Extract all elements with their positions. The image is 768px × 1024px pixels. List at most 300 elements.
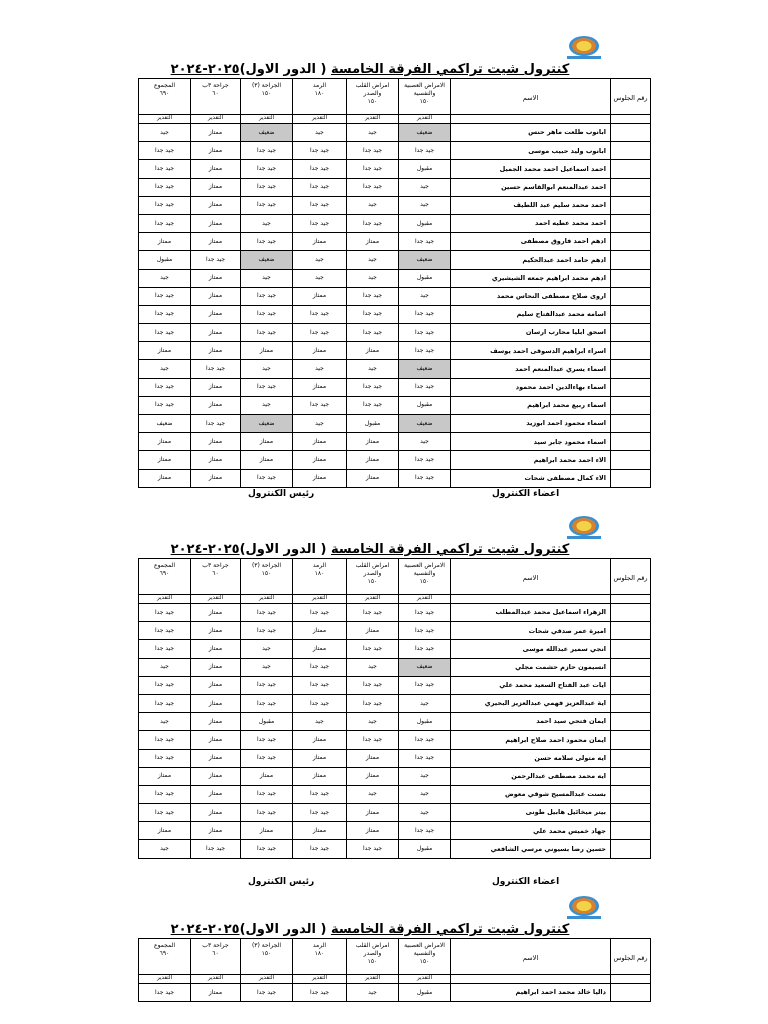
table-row xyxy=(139,360,651,378)
table-row xyxy=(139,233,651,251)
grade-cell: ضعيف xyxy=(139,415,191,433)
grade-cell: جيد جدا xyxy=(241,840,293,858)
grade-cell: جيد xyxy=(347,713,399,731)
grade-cell: ممتاز xyxy=(139,433,191,451)
grade-cell: جيد جدا xyxy=(293,142,347,160)
grade-cell: ممتاز xyxy=(293,640,347,658)
grade-cell: ممتاز xyxy=(293,731,347,749)
grade-cell: ممتاز xyxy=(191,378,241,396)
grade-label: التقدير xyxy=(399,975,451,984)
grade-cell: جيد جدا xyxy=(293,196,347,214)
grade-label: التقدير xyxy=(139,115,191,124)
grade-label: التقدير xyxy=(191,115,241,124)
grade-cell: جيد جدا xyxy=(241,305,293,323)
column-header-ophth: الرمد ١٨٠ xyxy=(293,939,347,975)
seat-number-cell xyxy=(611,396,651,414)
table-row xyxy=(139,767,651,785)
grade-cell: مقبول xyxy=(399,214,451,232)
table-header-row xyxy=(139,79,651,115)
grade-label-row xyxy=(139,595,651,604)
grade-cell: جيد جدا xyxy=(241,142,293,160)
grade-cell: جيد جدا xyxy=(399,749,451,767)
grade-cell: جيد xyxy=(241,269,293,287)
student-name: ادهم احمد فاروق مصطفى xyxy=(451,233,611,251)
grade-cell: ممتاز xyxy=(191,731,241,749)
table-row xyxy=(139,984,651,1002)
seat-number-cell xyxy=(611,984,651,1002)
grade-cell: ممتاز xyxy=(191,305,241,323)
seat-number-cell xyxy=(611,694,651,712)
seat-number-cell xyxy=(611,731,651,749)
table-row xyxy=(139,749,651,767)
grade-cell: ممتاز xyxy=(191,767,241,785)
grade-label: التقدير xyxy=(347,975,399,984)
grade-cell: جيد جدا xyxy=(293,305,347,323)
seat-number-cell xyxy=(611,142,651,160)
grade-cell: جيد xyxy=(293,415,347,433)
student-name: ايمان محمود احمد صلاح ابراهيم xyxy=(451,731,611,749)
grade-cell: ممتاز xyxy=(191,433,241,451)
grade-cell: ممتاز xyxy=(139,342,191,360)
grade-cell: جيد xyxy=(399,178,451,196)
grade-cell: ممتاز xyxy=(241,433,293,451)
grade-cell: ممتاز xyxy=(191,342,241,360)
seat-number-cell xyxy=(611,196,651,214)
grade-cell: جيد جدا xyxy=(139,640,191,658)
grade-cell: جيد جدا xyxy=(399,451,451,469)
seat-number-cell xyxy=(611,451,651,469)
column-header-name: الاسم xyxy=(451,79,611,115)
grade-cell: ممتاز xyxy=(293,342,347,360)
student-name: اسماء بهاءالدين احمد محمود xyxy=(451,378,611,396)
table-row xyxy=(139,804,651,822)
table-row xyxy=(139,324,651,342)
grade-cell: جيد xyxy=(347,360,399,378)
grade-cell: جيد جدا xyxy=(139,160,191,178)
grade-cell: ممتاز xyxy=(293,469,347,487)
table-row xyxy=(139,214,651,232)
grade-cell: جيد xyxy=(139,713,191,731)
grade-cell: ممتاز xyxy=(191,160,241,178)
seat-number-cell xyxy=(611,822,651,840)
grade-cell: ممتاز xyxy=(293,233,347,251)
grade-cell: جيد xyxy=(399,785,451,803)
grade-cell: جيد جدا xyxy=(139,324,191,342)
grade-cell: مقبول xyxy=(399,160,451,178)
grade-cell: جيد xyxy=(139,360,191,378)
student-name: اسراء ابراهيم الدسوقى احمد يوسف xyxy=(451,342,611,360)
grade-cell: جيد xyxy=(293,269,347,287)
grade-cell: جيد جدا xyxy=(399,676,451,694)
grade-cell: جيد جدا xyxy=(241,233,293,251)
grade-cell: جيد جدا xyxy=(293,178,347,196)
university-logo xyxy=(563,516,605,538)
column-header-name: الاسم xyxy=(451,559,611,595)
grade-cell: جيد جدا xyxy=(241,160,293,178)
grade-cell: ممتاز xyxy=(293,622,347,640)
grade-cell: جيد جدا xyxy=(139,378,191,396)
grade-cell: ممتاز xyxy=(191,676,241,694)
table-row xyxy=(139,433,651,451)
grade-cell: ممتاز xyxy=(191,269,241,287)
column-header-ophth: الرمد ١٨٠ xyxy=(293,79,347,115)
column-header-surgB: جراحة ٣ب ٦٠ xyxy=(191,79,241,115)
grade-cell: جيد xyxy=(347,124,399,142)
grade-cell: جيد جدا xyxy=(399,622,451,640)
grade-cell: ممتاز xyxy=(293,451,347,469)
grade-cell: جيد جدا xyxy=(399,731,451,749)
grade-cell: جيد جدا xyxy=(399,604,451,622)
grade-cell: ممتاز xyxy=(191,451,241,469)
grade-cell: جيد xyxy=(139,269,191,287)
grade-cell: ممتاز xyxy=(347,804,399,822)
student-name: ايات عبد الفتاح السعيد محمد علي xyxy=(451,676,611,694)
grade-label: التقدير xyxy=(241,975,293,984)
column-header-chest: امراض القلب والصدر ١٥٠ xyxy=(347,79,399,115)
student-name: ايمان فتحي سيد احمد xyxy=(451,713,611,731)
grade-cell: جيد جدا xyxy=(139,984,191,1002)
grade-cell: جيد جدا xyxy=(399,469,451,487)
seat-number-cell xyxy=(611,713,651,731)
table-row xyxy=(139,604,651,622)
seat-number-cell xyxy=(611,640,651,658)
sheet-title: كنترول شيت تراكمي الفرقة الخامسة ( الدور الاول)٢٠٢٥-٢٠٢٤ xyxy=(170,922,570,937)
student-name: الزهراء اسماعيل محمد عبدالمطلب xyxy=(451,604,611,622)
seat-number-cell xyxy=(611,214,651,232)
student-name: حسين رضا بسيوني مرسي الشافعي xyxy=(451,840,611,858)
table-row xyxy=(139,658,651,676)
student-name: ادهم حامد احمد عبدالحكيم xyxy=(451,251,611,269)
grade-cell: مقبول xyxy=(399,269,451,287)
sheet-title: كنترول شيت تراكمي الفرقة الخامسة ( الدور الاول)٢٠٢٥-٢٠٢٤ xyxy=(170,542,570,557)
student-name: ادهم محمد ابراهيم جمعه الشيشيري xyxy=(451,269,611,287)
grade-cell: جيد xyxy=(241,658,293,676)
column-header-total: المجموع ٦٩٠ xyxy=(139,939,191,975)
column-header-seat: رقم الجلوس xyxy=(611,559,651,595)
student-name: جهاد خميس محمد علي xyxy=(451,822,611,840)
seat-number-cell xyxy=(611,469,651,487)
grade-cell: جيد جدا xyxy=(241,469,293,487)
grade-cell: جيد جدا xyxy=(399,233,451,251)
grade-cell: جيد جدا xyxy=(293,840,347,858)
grade-cell: ممتاز xyxy=(139,451,191,469)
seat-number-cell xyxy=(611,178,651,196)
student-name: انسيمون حازم حشمت مجلي xyxy=(451,658,611,676)
grade-cell: جيد جدا xyxy=(241,178,293,196)
grade-cell: جيد xyxy=(241,396,293,414)
grade-cell: جيد xyxy=(399,196,451,214)
table-row xyxy=(139,694,651,712)
grade-cell: ممتاز xyxy=(191,984,241,1002)
seat-number-cell xyxy=(611,342,651,360)
grade-cell: مقبول xyxy=(399,713,451,731)
grade-cell: جيد جدا xyxy=(139,749,191,767)
grade-cell: ممتاز xyxy=(191,124,241,142)
grade-cell: ممتاز xyxy=(347,233,399,251)
grade-cell: جيد جدا xyxy=(139,178,191,196)
column-header-surg3: الجراحة (٣) ١٥٠ xyxy=(241,79,293,115)
grade-cell: جيد جدا xyxy=(347,396,399,414)
grade-cell: جيد xyxy=(347,196,399,214)
table-row xyxy=(139,469,651,487)
table-row xyxy=(139,676,651,694)
table-header-row xyxy=(139,939,651,975)
grade-cell: جيد جدا xyxy=(241,378,293,396)
column-header-total: المجموع ٦٩٠ xyxy=(139,79,191,115)
grade-label: التقدير xyxy=(241,595,293,604)
grade-cell: جيد جدا xyxy=(241,622,293,640)
grade-cell: جيد جدا xyxy=(293,785,347,803)
grade-cell: ضعيف xyxy=(241,415,293,433)
grade-cell: جيد جدا xyxy=(347,142,399,160)
grade-cell: ممتاز xyxy=(139,767,191,785)
grade-cell: جيد جدا xyxy=(347,694,399,712)
grade-cell: ممتاز xyxy=(139,822,191,840)
grade-cell: ممتاز xyxy=(293,287,347,305)
seat-number-cell xyxy=(611,604,651,622)
grade-cell: ممتاز xyxy=(347,433,399,451)
grade-cell: مقبول xyxy=(139,251,191,269)
grade-cell: ممتاز xyxy=(241,451,293,469)
seat-number-cell xyxy=(611,840,651,858)
grade-cell: جيد xyxy=(293,251,347,269)
grade-cell: ممتاز xyxy=(347,767,399,785)
grade-label: التقدير xyxy=(293,975,347,984)
grade-cell: ممتاز xyxy=(191,694,241,712)
table-row xyxy=(139,713,651,731)
seat-number-cell xyxy=(611,804,651,822)
grade-cell: جيد جدا xyxy=(293,676,347,694)
grade-cell: جيد جدا xyxy=(347,324,399,342)
grade-cell: جيد جدا xyxy=(241,324,293,342)
grade-cell: جيد xyxy=(241,640,293,658)
grade-cell: ممتاز xyxy=(293,749,347,767)
grade-cell: جيد جدا xyxy=(293,804,347,822)
column-header-surgB: جراحة ٣ب ٦٠ xyxy=(191,559,241,595)
student-name: ابانوب طلعت ماهر حنس xyxy=(451,124,611,142)
grade-cell: ضعيف xyxy=(399,658,451,676)
grade-cell: ممتاز xyxy=(191,640,241,658)
grade-cell: جيد جدا xyxy=(293,694,347,712)
student-name: احمد اسماعيل احمد محمد الجميل xyxy=(451,160,611,178)
student-name: الاء كمال مصطفى شحات xyxy=(451,469,611,487)
table-row xyxy=(139,160,651,178)
grade-cell: جيد جدا xyxy=(139,694,191,712)
grade-cell: جيد جدا xyxy=(293,396,347,414)
grade-cell: ممتاز xyxy=(191,713,241,731)
student-name: بسنت عبدالمسيح شوقي معوض xyxy=(451,785,611,803)
grade-label: التقدير xyxy=(293,595,347,604)
column-header-chest: امراض القلب والصدر ١٥٠ xyxy=(347,559,399,595)
grade-cell: جيد xyxy=(293,360,347,378)
grade-cell: جيد جدا xyxy=(347,840,399,858)
grade-cell: جيد جدا xyxy=(139,804,191,822)
grade-cell: ضعيف xyxy=(399,251,451,269)
grade-cell: جيد جدا xyxy=(399,378,451,396)
table-row xyxy=(139,178,651,196)
grade-cell: ممتاز xyxy=(347,342,399,360)
grade-cell: ممتاز xyxy=(191,324,241,342)
grade-cell: جيد جدا xyxy=(347,604,399,622)
seat-number-cell xyxy=(611,676,651,694)
grade-cell: ممتاز xyxy=(347,451,399,469)
grade-cell: جيد جدا xyxy=(241,749,293,767)
table-row xyxy=(139,342,651,360)
grade-cell: جيد جدا xyxy=(399,324,451,342)
grade-cell: جيد جدا xyxy=(241,694,293,712)
grade-cell: جيد جدا xyxy=(191,840,241,858)
student-name: داليا خالد محمد احمد ابراهيم xyxy=(451,984,611,1002)
student-name: ايه محمد مصطفى عبدالرحمن xyxy=(451,767,611,785)
grade-cell: ممتاز xyxy=(191,178,241,196)
grades-table xyxy=(138,938,651,1002)
grade-cell: ممتاز xyxy=(347,622,399,640)
grade-label: التقدير xyxy=(191,595,241,604)
table-row xyxy=(139,124,651,142)
grade-cell: جيد جدا xyxy=(139,214,191,232)
student-name: احمد محمد عطيه احمد xyxy=(451,214,611,232)
student-name: اسماء محمود جابر سيد xyxy=(451,433,611,451)
grade-cell: جيد جدا xyxy=(191,360,241,378)
grade-label: التقدير xyxy=(293,115,347,124)
grade-cell: جيد جدا xyxy=(241,604,293,622)
grade-cell: ممتاز xyxy=(241,342,293,360)
grade-cell: جيد xyxy=(399,767,451,785)
student-name: احمد محمد سليم عبد اللطيف xyxy=(451,196,611,214)
grade-cell: جيد جدا xyxy=(191,251,241,269)
grade-cell: ممتاز xyxy=(241,822,293,840)
grade-cell: ضعيف xyxy=(241,251,293,269)
column-header-neuro: الامراض العصبية والنفسية ١٥٠ xyxy=(399,79,451,115)
table-row xyxy=(139,269,651,287)
grade-cell: ممتاز xyxy=(191,658,241,676)
grade-cell: جيد xyxy=(399,804,451,822)
grade-cell: جيد جدا xyxy=(347,378,399,396)
grade-cell: ممتاز xyxy=(191,469,241,487)
grade-label: التقدير xyxy=(241,115,293,124)
student-name: ابانوب وليد حبيب موسى xyxy=(451,142,611,160)
grade-label: التقدير xyxy=(347,595,399,604)
grade-cell: ممتاز xyxy=(347,469,399,487)
grade-cell: جيد xyxy=(347,269,399,287)
grade-cell: جيد xyxy=(139,124,191,142)
grade-cell: ممتاز xyxy=(293,767,347,785)
grade-cell: جيد جدا xyxy=(293,324,347,342)
table-row xyxy=(139,415,651,433)
seat-number-cell xyxy=(611,658,651,676)
column-header-seat: رقم الجلوس xyxy=(611,79,651,115)
grade-cell: جيد xyxy=(139,658,191,676)
grade-label: التقدير xyxy=(191,975,241,984)
column-header-total: المجموع ٦٩٠ xyxy=(139,559,191,595)
grade-cell: مقبول xyxy=(399,396,451,414)
table-row xyxy=(139,840,651,858)
grade-cell: جيد xyxy=(293,713,347,731)
column-header-name: الاسم xyxy=(451,939,611,975)
seat-number-cell xyxy=(611,433,651,451)
seat-number-cell xyxy=(611,124,651,142)
control-head-label: رئيس الكنترول xyxy=(248,489,315,499)
table-row xyxy=(139,785,651,803)
grade-cell: جيد جدا xyxy=(139,676,191,694)
seat-number-cell xyxy=(611,378,651,396)
table-row xyxy=(139,196,651,214)
grade-cell: ممتاز xyxy=(347,749,399,767)
grade-cell: جيد xyxy=(139,840,191,858)
student-name: انجي سمير عبدالله موسى xyxy=(451,640,611,658)
grade-cell: جيد جدا xyxy=(139,142,191,160)
grade-cell: ممتاز xyxy=(191,214,241,232)
grade-cell: ضعيف xyxy=(399,360,451,378)
grade-cell: ممتاز xyxy=(241,767,293,785)
seat-number-cell xyxy=(611,622,651,640)
grade-cell: جيد جدا xyxy=(347,640,399,658)
grade-cell: جيد xyxy=(399,433,451,451)
seat-number-cell xyxy=(611,251,651,269)
seat-number-cell xyxy=(611,305,651,323)
grade-label-row xyxy=(139,975,651,984)
grade-cell: ممتاز xyxy=(191,287,241,305)
table-row xyxy=(139,396,651,414)
grade-cell: جيد جدا xyxy=(293,214,347,232)
grade-label: التقدير xyxy=(347,115,399,124)
grade-cell: جيد جدا xyxy=(241,804,293,822)
grade-cell: جيد جدا xyxy=(293,604,347,622)
grade-cell: ممتاز xyxy=(191,604,241,622)
grade-cell: ممتاز xyxy=(191,804,241,822)
grade-cell: مقبول xyxy=(399,984,451,1002)
grade-cell: جيد جدا xyxy=(347,287,399,305)
grade-cell: مقبول xyxy=(399,840,451,858)
grade-cell: جيد xyxy=(241,360,293,378)
student-name: ايه متولى سلامه حسن xyxy=(451,749,611,767)
grade-cell: جيد جدا xyxy=(347,305,399,323)
grade-cell: جيد xyxy=(347,658,399,676)
grade-cell: جيد جدا xyxy=(293,984,347,1002)
student-name: اميرة عمر صدقي شحات xyxy=(451,622,611,640)
grade-cell: ممتاز xyxy=(191,196,241,214)
grade-label: التقدير xyxy=(399,115,451,124)
grade-cell: جيد جدا xyxy=(241,676,293,694)
grade-cell: ممتاز xyxy=(191,622,241,640)
grade-cell: ممتاز xyxy=(139,233,191,251)
grade-cell: مقبول xyxy=(241,713,293,731)
student-name: اسماء محمود احمد ابوزيد xyxy=(451,415,611,433)
table-row xyxy=(139,251,651,269)
grade-cell: ضعيف xyxy=(399,415,451,433)
control-members-label: اعضاء الكنترول xyxy=(492,489,560,499)
student-name: اسحق ابليا محارب ارسان xyxy=(451,324,611,342)
grade-cell: جيد xyxy=(241,214,293,232)
grade-cell: جيد xyxy=(347,251,399,269)
column-header-surg3: الجراحة (٣) ١٥٠ xyxy=(241,939,293,975)
seat-number-cell xyxy=(611,415,651,433)
grade-cell: جيد جدا xyxy=(347,731,399,749)
student-name: اية عبدالعزيز فهمي عبدالعزيز البحيري xyxy=(451,694,611,712)
grade-cell: جيد جدا xyxy=(293,160,347,178)
column-header-neuro: الامراض العصبية والنفسية ١٥٠ xyxy=(399,939,451,975)
grade-cell: جيد جدا xyxy=(139,622,191,640)
grade-cell: جيد جدا xyxy=(347,178,399,196)
grade-label: التقدير xyxy=(139,595,191,604)
grade-cell: جيد جدا xyxy=(139,731,191,749)
column-header-surg3: الجراحة (٣) ١٥٠ xyxy=(241,559,293,595)
grade-cell: ممتاز xyxy=(191,785,241,803)
column-header-seat: رقم الجلوس xyxy=(611,939,651,975)
table-row xyxy=(139,287,651,305)
seat-number-cell xyxy=(611,287,651,305)
seat-number-cell xyxy=(611,324,651,342)
